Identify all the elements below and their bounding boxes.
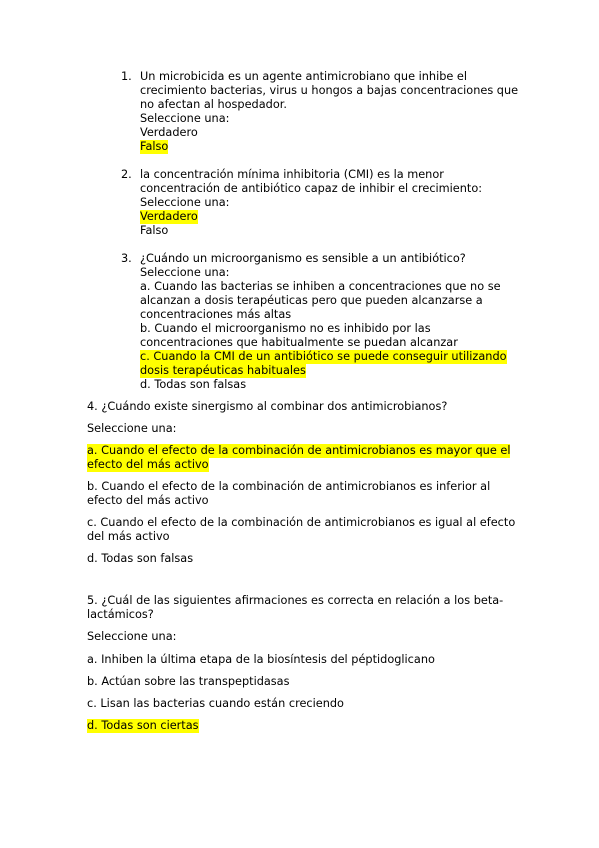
question-text-line: Un microbicida es un agente antimicrobiano que inhibe el: [140, 70, 468, 83]
option-c-line: c. Lisan las bacterias cuando están creciendo: [87, 697, 344, 710]
option-c-line: del más activo: [87, 530, 170, 543]
question-text-line: ¿Cuándo un microorganismo es sensible a un antibiótico?: [140, 252, 466, 265]
question-text-line: no afectan al hospedador.: [140, 98, 287, 111]
select-prompt: Seleccione una:: [87, 422, 177, 435]
option-a-highlighted: efecto del más activo: [87, 458, 209, 471]
question-text-line: concentración de antibiótico capaz de inhibir el crecimiento:: [140, 182, 483, 195]
option-b-line: b. Cuando el efecto de la combinación de antimicrobianos es inferior al: [87, 480, 491, 493]
option-d-line: d. Todas son falsas: [140, 378, 247, 391]
option-a-line: a. Cuando las bacterias se inhiben a concentraciones que no se: [140, 280, 501, 293]
question-text-line: 5. ¿Cuál de las siguientes afirmaciones es correcta en relación a los beta-: [87, 594, 504, 607]
question-text-line: la concentración mínima inhibitoria (CMI) es la menor: [140, 168, 444, 181]
option-true: Verdadero: [140, 126, 198, 139]
option-a-line: a. Inhiben la última etapa de la biosíntesis del péptidoglicano: [87, 653, 435, 666]
option-a-highlighted: a. Cuando el efecto de la combinación de antimicrobianos es mayor que el: [87, 444, 511, 457]
option-b-line: b. Actúan sobre las transpeptidasas: [87, 675, 290, 688]
option-c-highlighted: dosis terapéuticas habituales: [140, 364, 306, 377]
option-c-highlighted: c. Cuando la CMI de un antibiótico se puede conseguir utilizando: [140, 350, 507, 363]
option-false: Falso: [140, 224, 169, 237]
select-prompt: Seleccione una:: [140, 196, 230, 209]
option-b-line: concentraciones que habitualmente se puedan alcanzar: [140, 336, 458, 349]
option-d-highlighted: d. Todas son ciertas: [87, 719, 199, 732]
question-number: 2.: [121, 168, 132, 181]
option-d-line: d. Todas son falsas: [87, 552, 194, 565]
question-text-line: 4. ¿Cuándo existe sinergismo al combinar dos antimicrobianos?: [87, 400, 448, 413]
option-a-line: concentraciones más altas: [140, 308, 292, 321]
option-b-line: b. Cuando el microorganismo no es inhibido por las: [140, 322, 431, 335]
option-true-highlighted: Verdadero: [140, 210, 198, 223]
question-number: 1.: [121, 70, 132, 83]
select-prompt: Seleccione una:: [140, 112, 230, 125]
question-text-line: crecimiento bacterias, virus u hongos a bajas concentraciones que: [140, 84, 519, 97]
select-prompt: Seleccione una:: [87, 630, 177, 643]
option-a-line: alcanzan a dosis terapéuticas pero que pueden alcanzarse a: [140, 294, 483, 307]
option-b-line: efecto del más activo: [87, 494, 209, 507]
option-c-line: c. Cuando el efecto de la combinación de antimicrobianos es igual al efecto: [87, 516, 516, 529]
select-prompt: Seleccione una:: [140, 266, 230, 279]
question-number: 3.: [121, 252, 132, 265]
option-false-highlighted: Falso: [140, 140, 169, 153]
question-text-line: lactámicos?: [87, 608, 154, 621]
